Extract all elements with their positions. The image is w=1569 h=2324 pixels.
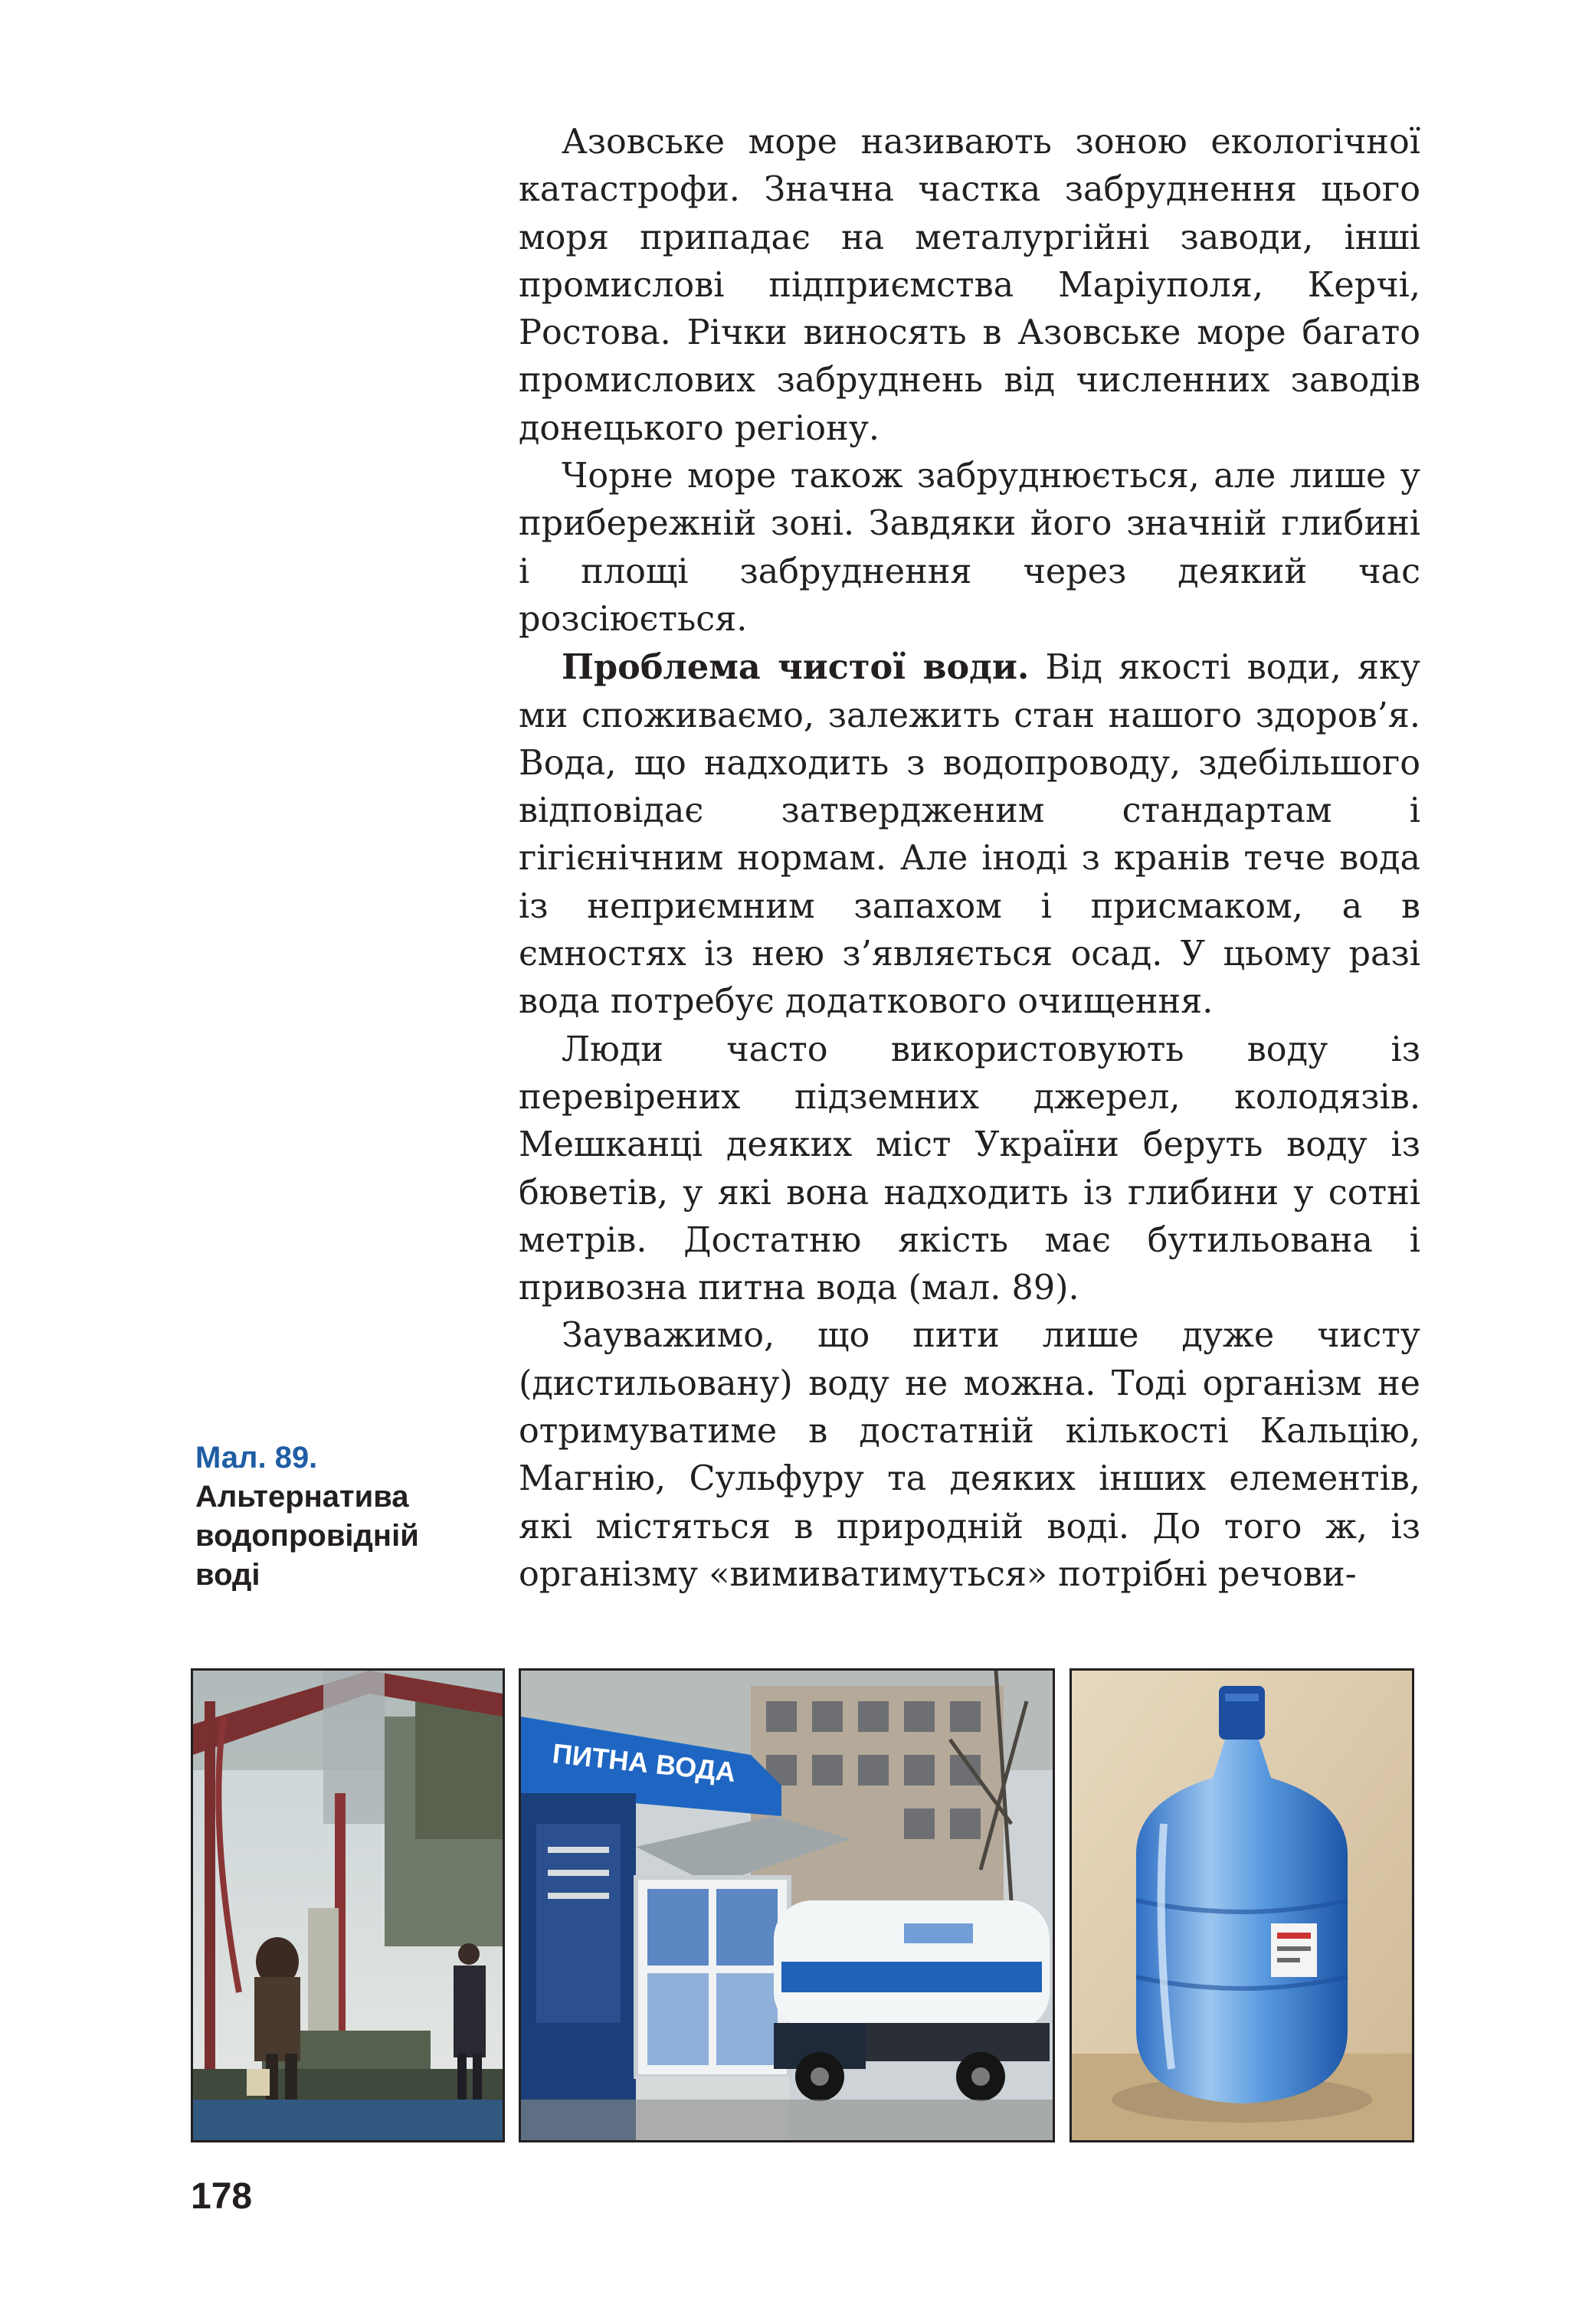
paragraph-black-sea: Чорне море також забруднюється, але лише у прибережній зоні. Завдяки його значній глибині і площі забруднення через деякий час розсіюється. — [519, 457, 1420, 639]
well-pavilion-photo — [191, 1668, 505, 2142]
water-bottle-photo — [1069, 1668, 1414, 2142]
paragraph-distilled-water: Зауважимо, що пити лише дуже чисту (дистильовану) воду не можна. Тоді організм не отримуватиме в достатній кількості Кальцію, Магнію, Сульфуру та деяких інших елементів, які містяться в природній воді. До того ж, із організму «вимиватимуться» потрібні речови- — [519, 1316, 1420, 1594]
figure-label: Мал. 89. — [195, 1441, 318, 1475]
figure-caption — [195, 1439, 486, 1595]
page-number: 178 — [191, 2176, 253, 2217]
water-kiosk-photo — [519, 1668, 1055, 2142]
section-heading: Проблема чистої води. — [562, 647, 1030, 688]
main-text — [519, 119, 1420, 1599]
paragraph-water-sources: Люди часто використовують воду із перевірених підземних джерел, колодязів. Мешканці деяких міст України беруть воду із бюветів, у які вона надходить із глибини у сотні метрів. Достатню якість має бутильована і привозна питна вода (мал. 89). — [519, 1029, 1420, 1308]
figure-caption-text: Альтернатива водопровідній воді — [195, 1480, 419, 1592]
paragraph-azov-sea: Азовське море називають зоною екологічної катастрофи. Значна частка забруднення цього моря припадає на металургійні заводи, інші промислові підприємства Маріуполя, Керчі, Ростова. Річки виносять в Азовське море багато промислових забруднень від численних заводів донецького регіону. — [519, 123, 1420, 448]
kiosk-sign-text: ПИТНА ВОДА — [551, 1737, 738, 1789]
paragraph-clean-water: Проблема чистої води. Від якості води, яку ми споживаємо, залежить стан нашого здоров’я. Вода, що надходить з водопроводу, здебільшого відповідає затвердженим стандартам і гігієнічним нормам. Але іноді з кранів тече вода із неприємним запахом і присмаком, а в ємностях із нею з’являється осад. У цьому разі вода потребує додаткового очищення. — [519, 647, 1420, 1022]
